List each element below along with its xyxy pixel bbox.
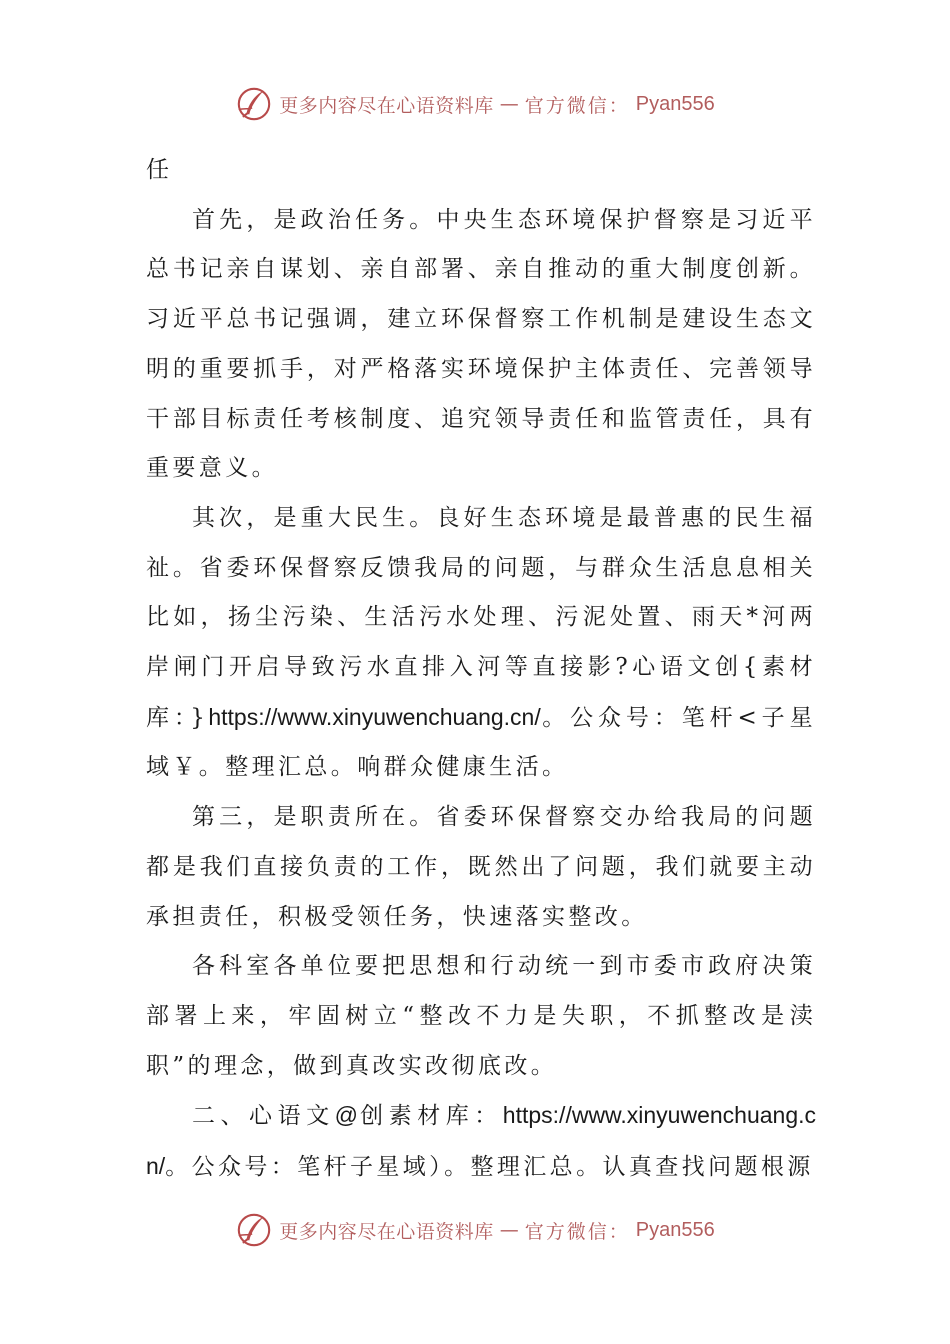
- banner-site-name: 更多内容尽在心语资料库: [279, 94, 494, 117]
- header-watermark-banner: [0, 84, 950, 124]
- paragraph: 第三，是职责所在。省委环保督察交办给我局的问题都是我们直接负责的工作，既然出了问题，我们就要主动承担责任，积极受领任务，快速落实整改。: [146, 804, 816, 930]
- banner-wechat-id: Pyan556: [635, 92, 715, 115]
- quill-logo-icon: [235, 1211, 273, 1249]
- banner-official-label: 官方微信：: [524, 94, 630, 117]
- banner-wechat-id: Pyan556: [635, 1218, 715, 1241]
- paragraph: 首先，是政治任务。中央生态环境保护督察是习近平总书记亲自谋划、亲自部署、亲自推动的重大制度创新。习近平总书记强调，建立环保督察工作机制是建设生态文明的重要抓手，对严格落实环境保护主体责任、完善领导干部目标责任考核制度、追究领导责任和监管责任，具有重要意义。: [146, 206, 816, 482]
- paragraph: 二、心语文@创素材库：https://www.xinyuwenchuang.cn/。公众号：笔杆子星域）。整理汇总。认真查找问题根源: [146, 1102, 817, 1181]
- footer-watermark-banner: [0, 1210, 950, 1250]
- banner-site-name: 更多内容尽在心语资料库: [279, 1220, 494, 1243]
- paragraph: 任: [146, 157, 173, 183]
- banner-official-label: 官方微信：: [524, 1220, 630, 1243]
- document-body: [146, 146, 816, 1193]
- banner-dash: —: [499, 1219, 519, 1241]
- paragraph: 各科室各单位要把思想和行动统一到市委市政府决策部署上来，牢固树立“整改不力是失职，不抓整改是渎职”的理念，做到真改实改彻底改。: [146, 953, 816, 1079]
- paragraph: 其次，是重大民生。良好生态环境是最普惠的民生福祉。省委环保督察反馈我局的问题，与群众生活息息相关比如，扬尘污染、生活污水处理、污泥处置、雨天*河两岸闸门开启导致污水直排入河等直接影?心语文创{素材库：}https://www.xinyuwenchuang.cn/。公众号：笔杆<子星域￥。整理汇总。响群众健康生活。: [146, 504, 816, 781]
- quill-logo-icon: [235, 85, 273, 123]
- banner-dash: —: [499, 93, 519, 115]
